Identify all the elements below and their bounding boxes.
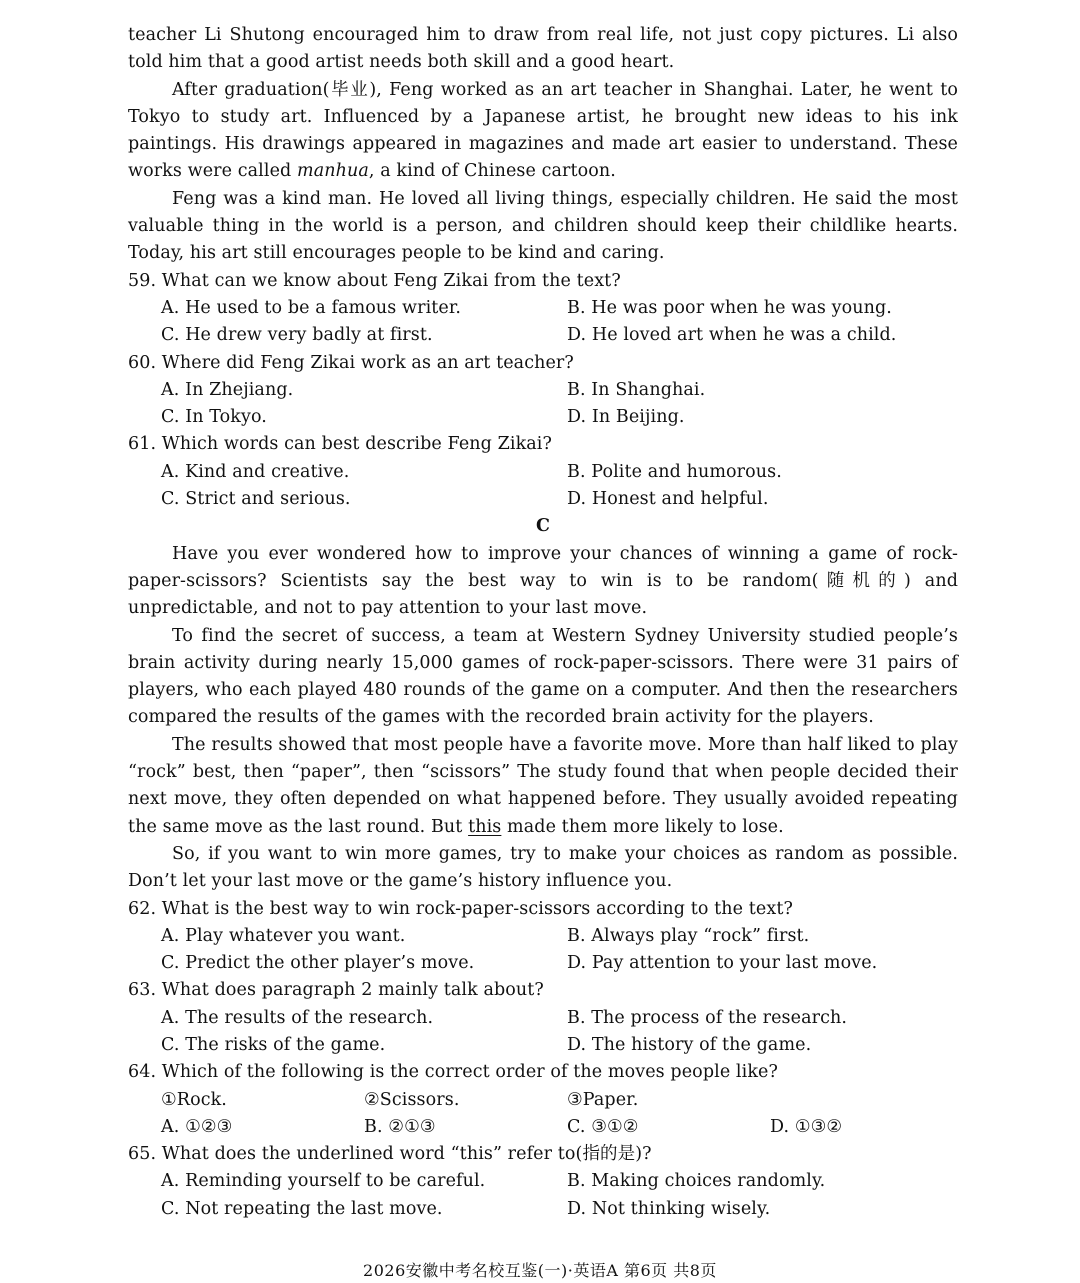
option-a[interactable]: A. In Zhejiang. <box>161 379 294 400</box>
question-64 <box>128 1059 958 1141</box>
passage-b-paragraph-2-text: After graduation(毕业), Feng worked as an art teacher in Shanghai. Later, he went to Tokyo to study art. Influenced by a Japanese artist, he brought new ideas to his ink paintings. His drawings appeared in magazines and made art easier to understand. These works were called <box>128 79 958 182</box>
option-b[interactable]: B. Polite and humorous. <box>567 461 782 482</box>
option-b[interactable]: B. Always play “rock” first. <box>567 925 810 946</box>
page-footer: 2026安徽中考名校互鉴(一)·英语A 第6页 共8页 <box>363 1261 717 1280</box>
question-60 <box>128 350 958 432</box>
option-a[interactable]: A. ①②③ <box>161 1116 233 1137</box>
option-a[interactable]: A. Reminding yourself to be careful. <box>161 1171 486 1192</box>
option-c[interactable]: C. The risks of the game. <box>161 1034 386 1055</box>
move-item-scissors: ②Scissors. <box>364 1089 460 1110</box>
option-d[interactable]: D. Not thinking wisely. <box>567 1198 771 1219</box>
option-c[interactable]: C. He drew very badly at first. <box>161 325 433 346</box>
underlined-word-this: this <box>468 816 502 837</box>
passage-c-paragraph-3 <box>128 732 958 841</box>
passage-c-paragraph-1: Have you ever wondered how to improve your chances of winning a game of rock-paper-scissors? Scientists say the best way to win is to be random(随机的) and unpredictable, and not to pay attention to your last move. <box>128 543 958 619</box>
question-62 <box>128 896 958 978</box>
passage-b-paragraph-1: teacher Li Shutong encouraged him to draw from real life, not just copy pictures. Li also told him that a good artist needs both skill and a good heart. <box>128 25 958 73</box>
option-b[interactable]: B. In Shanghai. <box>567 379 706 400</box>
option-d[interactable]: D. Pay attention to your last move. <box>567 953 878 974</box>
question-stem: 63. What does paragraph 2 mainly talk about? <box>128 980 544 1001</box>
question-stem: 64. Which of the following is the correct order of the moves people like? <box>128 1062 778 1083</box>
move-item-paper: ③Paper. <box>567 1089 639 1110</box>
option-c[interactable]: C. Predict the other player’s move. <box>161 953 475 974</box>
option-d[interactable]: D. He loved art when he was a child. <box>567 325 897 346</box>
option-a[interactable]: A. The results of the research. <box>161 1007 434 1028</box>
option-d[interactable]: D. Honest and helpful. <box>567 489 769 510</box>
option-a[interactable]: A. Play whatever you want. <box>161 925 406 946</box>
question-stem: 60. Where did Feng Zikai work as an art teacher? <box>128 352 574 373</box>
option-d[interactable]: D. ①③② <box>770 1116 843 1137</box>
question-59 <box>128 268 958 350</box>
passage-c-paragraph-3-text: The results showed that most people have a favorite move. More than half liked to play “rock” best, then “paper”, then “scissors” The study found that when people decided their next move, they often depended on what happened before. They usually avoided repeating the same move as the last round. But <box>128 734 958 837</box>
option-c[interactable]: C. Not repeating the last move. <box>161 1198 443 1219</box>
question-65 <box>128 1141 958 1223</box>
option-d[interactable]: D. In Beijing. <box>567 407 685 428</box>
passage-b-paragraph-2-tail: , a kind of Chinese cartoon. <box>368 161 616 182</box>
option-c[interactable]: C. ③①② <box>567 1116 639 1137</box>
passage-c-paragraph-4: So, if you want to win more games, try to make your choices as random as possible. Don’t let your last move or the game’s history influence you. <box>128 843 958 892</box>
passage-c-paragraph-2: To find the secret of success, a team at Western Sydney University studied people’s brain activity during nearly 15,000 games of rock-paper-scissors. There were 31 pairs of players, who each played 480 rounds of the game on a computer. And then the researchers compared the results of the games with the recorded brain activity for the players. <box>128 625 958 728</box>
option-c[interactable]: C. In Tokyo. <box>161 407 267 428</box>
passage-b-paragraph-2 <box>128 77 958 186</box>
option-a[interactable]: A. Kind and creative. <box>161 461 350 482</box>
section-c-heading: C <box>535 516 551 537</box>
option-d[interactable]: D. The history of the game. <box>567 1034 812 1055</box>
question-stem: 62. What is the best way to win rock-paper-scissors according to the text? <box>128 898 793 919</box>
question-63 <box>128 977 958 1059</box>
question-stem: 61. Which words can best describe Feng Zikai? <box>128 434 552 455</box>
passage-b-paragraph-3: Feng was a kind man. He loved all living things, especially children. He said the most valuable thing in the world is a person, and children should keep their childlike hearts. Today, his art still encourages people to be kind and caring. <box>128 188 958 264</box>
option-b[interactable]: B. ②①③ <box>364 1116 436 1137</box>
page-content <box>128 22 958 1223</box>
passage-c-paragraph-3-tail: made them more likely to lose. <box>501 816 784 837</box>
option-b[interactable]: B. The process of the research. <box>567 1007 848 1028</box>
option-b[interactable]: B. He was poor when he was young. <box>567 297 892 318</box>
option-a[interactable]: A. He used to be a famous writer. <box>161 297 462 318</box>
question-stem: 59. What can we know about Feng Zikai from the text? <box>128 270 621 291</box>
move-item-rock: ①Rock. <box>161 1089 227 1110</box>
question-stem: 65. What does the underlined word “this” refer to(指的是)? <box>128 1144 652 1165</box>
option-b[interactable]: B. Making choices randomly. <box>567 1171 826 1192</box>
question-61 <box>128 431 958 513</box>
option-c[interactable]: C. Strict and serious. <box>161 489 351 510</box>
manhua-term: manhua <box>297 161 369 182</box>
